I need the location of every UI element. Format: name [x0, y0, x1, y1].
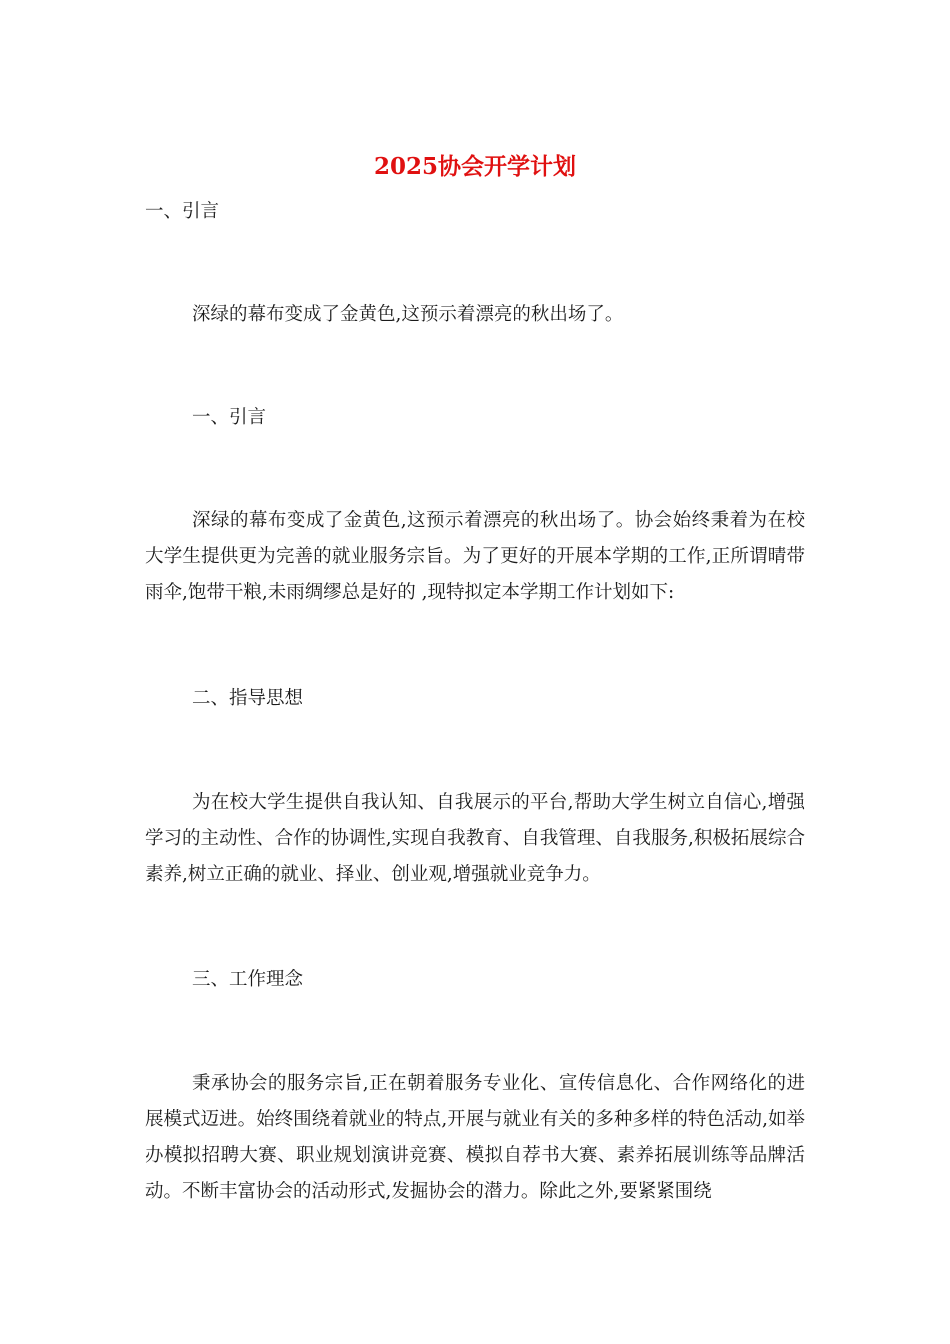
heading-guiding-ideology: 二、指导思想: [192, 688, 304, 709]
intro-short-paragraph: 深绿的幕布变成了金黄色,这预示着漂亮的秋出场了。: [192, 304, 624, 325]
intro-full-paragraph: 深绿的幕布变成了金黄色,这预示着漂亮的秋出场了。协会始终秉着为在校大学生提供更为完善的就业服务宗旨。为了更好的开展本学期的工作,正所谓晴带雨伞,饱带干粮,未雨绸缪总是好的 ,现特拟定本学期工作计划如下:: [145, 510, 805, 603]
heading-intro: 一、引言: [192, 407, 267, 428]
guiding-ideology-paragraph: 为在校大学生提供自我认知、自我展示的平台,帮助大学生树立自信心,增强学习的主动性、合作的协调性,实现自我教育、自我管理、自我服务,积极拓展综合素养,树立正确的就业、择业、创业观,增强就业竞争力。: [145, 792, 805, 885]
work-philosophy-paragraph: 秉承协会的服务宗旨,正在朝着服务专业化、宣传信息化、合作网络化的进展模式迈进。始终围绕着就业的特点,开展与就业有关的多种多样的特色活动,如举办模拟招聘大赛、职业规划演讲竞赛、模拟自荐书大赛、素养拓展训练等品牌活动。不断丰富协会的活动形式,发掘协会的潜力。除此之外,要紧紧围绕: [145, 1073, 805, 1202]
document-title: 2025协会开学计划: [373, 153, 576, 180]
heading-intro-top: 一、引言: [145, 201, 220, 222]
heading-work-philosophy: 三、工作理念: [192, 969, 304, 990]
